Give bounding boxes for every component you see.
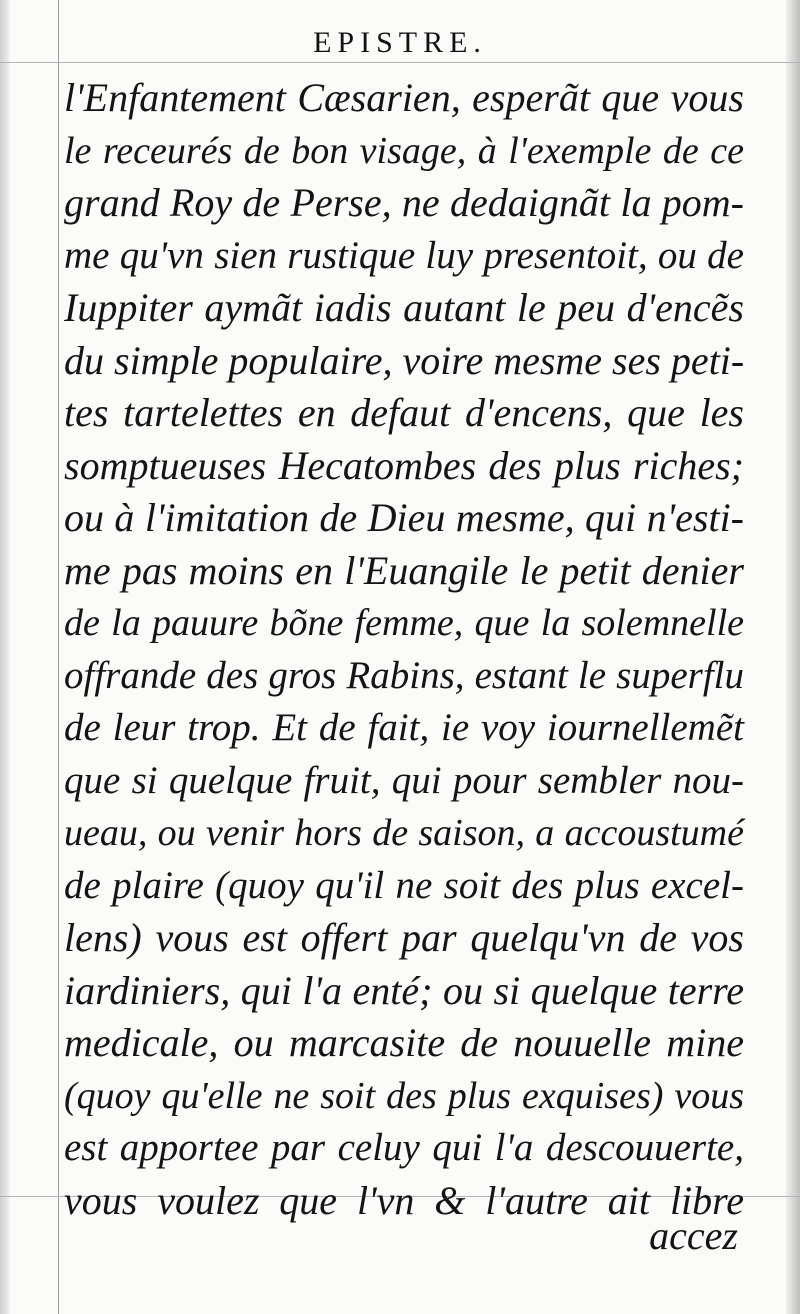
text-line: (quoy qu'elle ne soit des plus exquises) vous xyxy=(64,1074,744,1117)
scan-right-edge xyxy=(786,0,800,1314)
text-line: grand Roy de Perse, ne dedaignãt la pom- xyxy=(64,180,744,225)
text-line: me qu'vn sien rustique luy presentoit, ou de xyxy=(64,233,744,277)
text-line: offrande des gros Rabins, estant le superflu xyxy=(64,653,744,697)
margin-rule-top xyxy=(0,62,800,63)
text-line: vous voulez que l'vn & l'autre ait libre xyxy=(64,1177,744,1223)
scan-left-edge xyxy=(0,0,10,1314)
text-line: que si quelque fruit, qui pour sembler nou- xyxy=(64,758,744,802)
text-line: tes tartelettes en defaut d'encens, que les xyxy=(64,390,744,435)
text-line: de la pauure bõne femme, que la solemnelle xyxy=(64,602,744,644)
margin-rule-left xyxy=(58,0,59,1314)
text-line: ueau, ou venir hors de saison, a accoustumé xyxy=(64,812,744,854)
text-line: l'Enfantement Cæsarien, esperãt que vous xyxy=(64,75,744,120)
text-line: de leur trop. Et de fait, ie voy iournellemẽt xyxy=(64,706,744,749)
text-line: de plaire (quoy qu'il ne soit des plus excel- xyxy=(64,863,744,907)
text-line: le receurés de bon visage, à l'exemple de ce xyxy=(64,129,744,172)
text-line: somptueuses Hecatombes des plus riches; xyxy=(64,442,744,488)
text-line: iardiniers, qui l'a enté; ou si quelque terre xyxy=(64,967,744,1013)
text-line: lens) vous est offert par quelqu'vn de vos xyxy=(64,915,744,960)
text-line: me pas moins en l'Euangile le petit denier xyxy=(64,547,744,593)
text-line: du simple populaire, voire mesme ses peti- xyxy=(64,337,745,383)
text-line: ou à l'imitation de Dieu mesme, qui n'esti- xyxy=(64,495,744,540)
text-line: est apportee par celuy qui l'a descouuerte, xyxy=(64,1126,744,1169)
text-line: Iuppiter aymãt iadis autant le peu d'encẽs xyxy=(64,285,744,330)
text-block xyxy=(64,72,744,1227)
catchword: accez xyxy=(649,1213,738,1258)
running-head: EPISTRE. xyxy=(313,26,487,59)
text-line: medicale, ou marcasite de nouuelle mine xyxy=(64,1020,744,1065)
